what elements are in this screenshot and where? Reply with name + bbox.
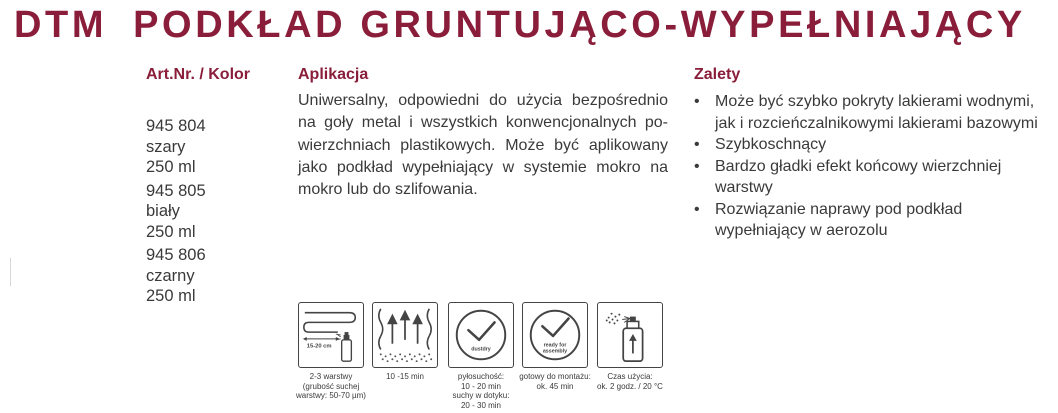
bullet-icon: • (694, 200, 700, 218)
spray-layers-icon (298, 302, 364, 368)
bullet-icon: • (694, 136, 700, 153)
article-color: czarny (146, 266, 195, 285)
article-number: 945 806 (146, 246, 206, 264)
article-heading: Art.Nr. / Kolor (146, 66, 251, 83)
ready-for-assembly-caption: gotowy do montażu: ok. 45 min (519, 372, 591, 391)
bullet-icon: • (694, 157, 700, 175)
advantages-list (694, 91, 1054, 242)
application-line: na goły metal i wszystkich konwencjonalnych po- (298, 114, 668, 132)
article-size: 250 ml (146, 158, 196, 176)
article-color: biały (146, 202, 180, 220)
application-line: jako podkład wypełniający w systemie mokro na (298, 158, 668, 176)
ready-for-assembly-clock-icon (522, 302, 588, 368)
divider-line (10, 258, 11, 286)
article-number: 945 805 (146, 181, 206, 200)
article-item (146, 245, 206, 307)
assembly-label-line2: assembly (542, 348, 568, 355)
application-heading: Aplikacja (298, 66, 369, 83)
advantage-line: Bardzo gładki efekt końcowy wierzchniej (715, 157, 1002, 175)
advantage-line: Szybkoschnący (715, 136, 827, 153)
product-title (14, 4, 1026, 47)
application-line: wierzchniach plastikowych. Może być aplikowany (298, 136, 668, 154)
article-color: szary (146, 137, 186, 156)
title-code: DTM (14, 4, 108, 46)
application-text (298, 90, 668, 201)
bullet-icon: • (694, 93, 700, 110)
pot-life-caption: Czas użycia: ok. 2 godz. / 20 °C (597, 372, 663, 391)
advantage-line: Może być szybko pokryty lakierami wodnymi, (715, 93, 1035, 110)
assembly-label-line1: ready for (543, 342, 567, 349)
dust-dry-caption: pyłosuchość: 10 - 20 min suchy w dotyku: 20 - 30 min (452, 372, 510, 410)
spray-distance-label: 15-20 cm (306, 343, 332, 350)
article-size: 250 ml (146, 222, 196, 241)
advantage-line: jak i rozcieńczalnikowymi lakierami bazowymi (715, 114, 1038, 132)
pot-life-spray-can-icon (597, 302, 663, 368)
article-item (146, 181, 206, 243)
article-item (146, 116, 206, 178)
dust-dry-clock-icon (448, 302, 514, 368)
dust-dry-label: dustdry (471, 346, 491, 353)
advantage-item (694, 199, 1054, 242)
article-number: 945 804 (146, 117, 206, 135)
title-name: PODKŁAD GRUNTUJĄCO-WYPEŁNIAJĄCY (133, 4, 1026, 46)
flash-off-icon (372, 302, 438, 368)
spray-layers-caption: 2-3 warstwy (grubość suchej warstwy: 50-70 µm) (296, 372, 366, 400)
advantages-heading: Zalety (694, 66, 741, 83)
flash-off-caption: 10 -15 min (386, 372, 424, 381)
article-size: 250 ml (146, 287, 196, 305)
article-list (146, 116, 206, 310)
advantage-line: warstwy (715, 179, 773, 196)
advantage-line: Rozwiązanie naprawy pod podkład (715, 200, 963, 218)
advantage-item (694, 134, 1054, 156)
advantage-item (694, 156, 1054, 199)
advantage-line: wypełniający w aerozolu (715, 222, 888, 239)
advantage-item (694, 91, 1054, 134)
application-line: mokro lub do szlifowania. (298, 181, 478, 199)
application-line: Uniwersalny, odpowiedni do użycia bezpośrednio (298, 92, 668, 109)
